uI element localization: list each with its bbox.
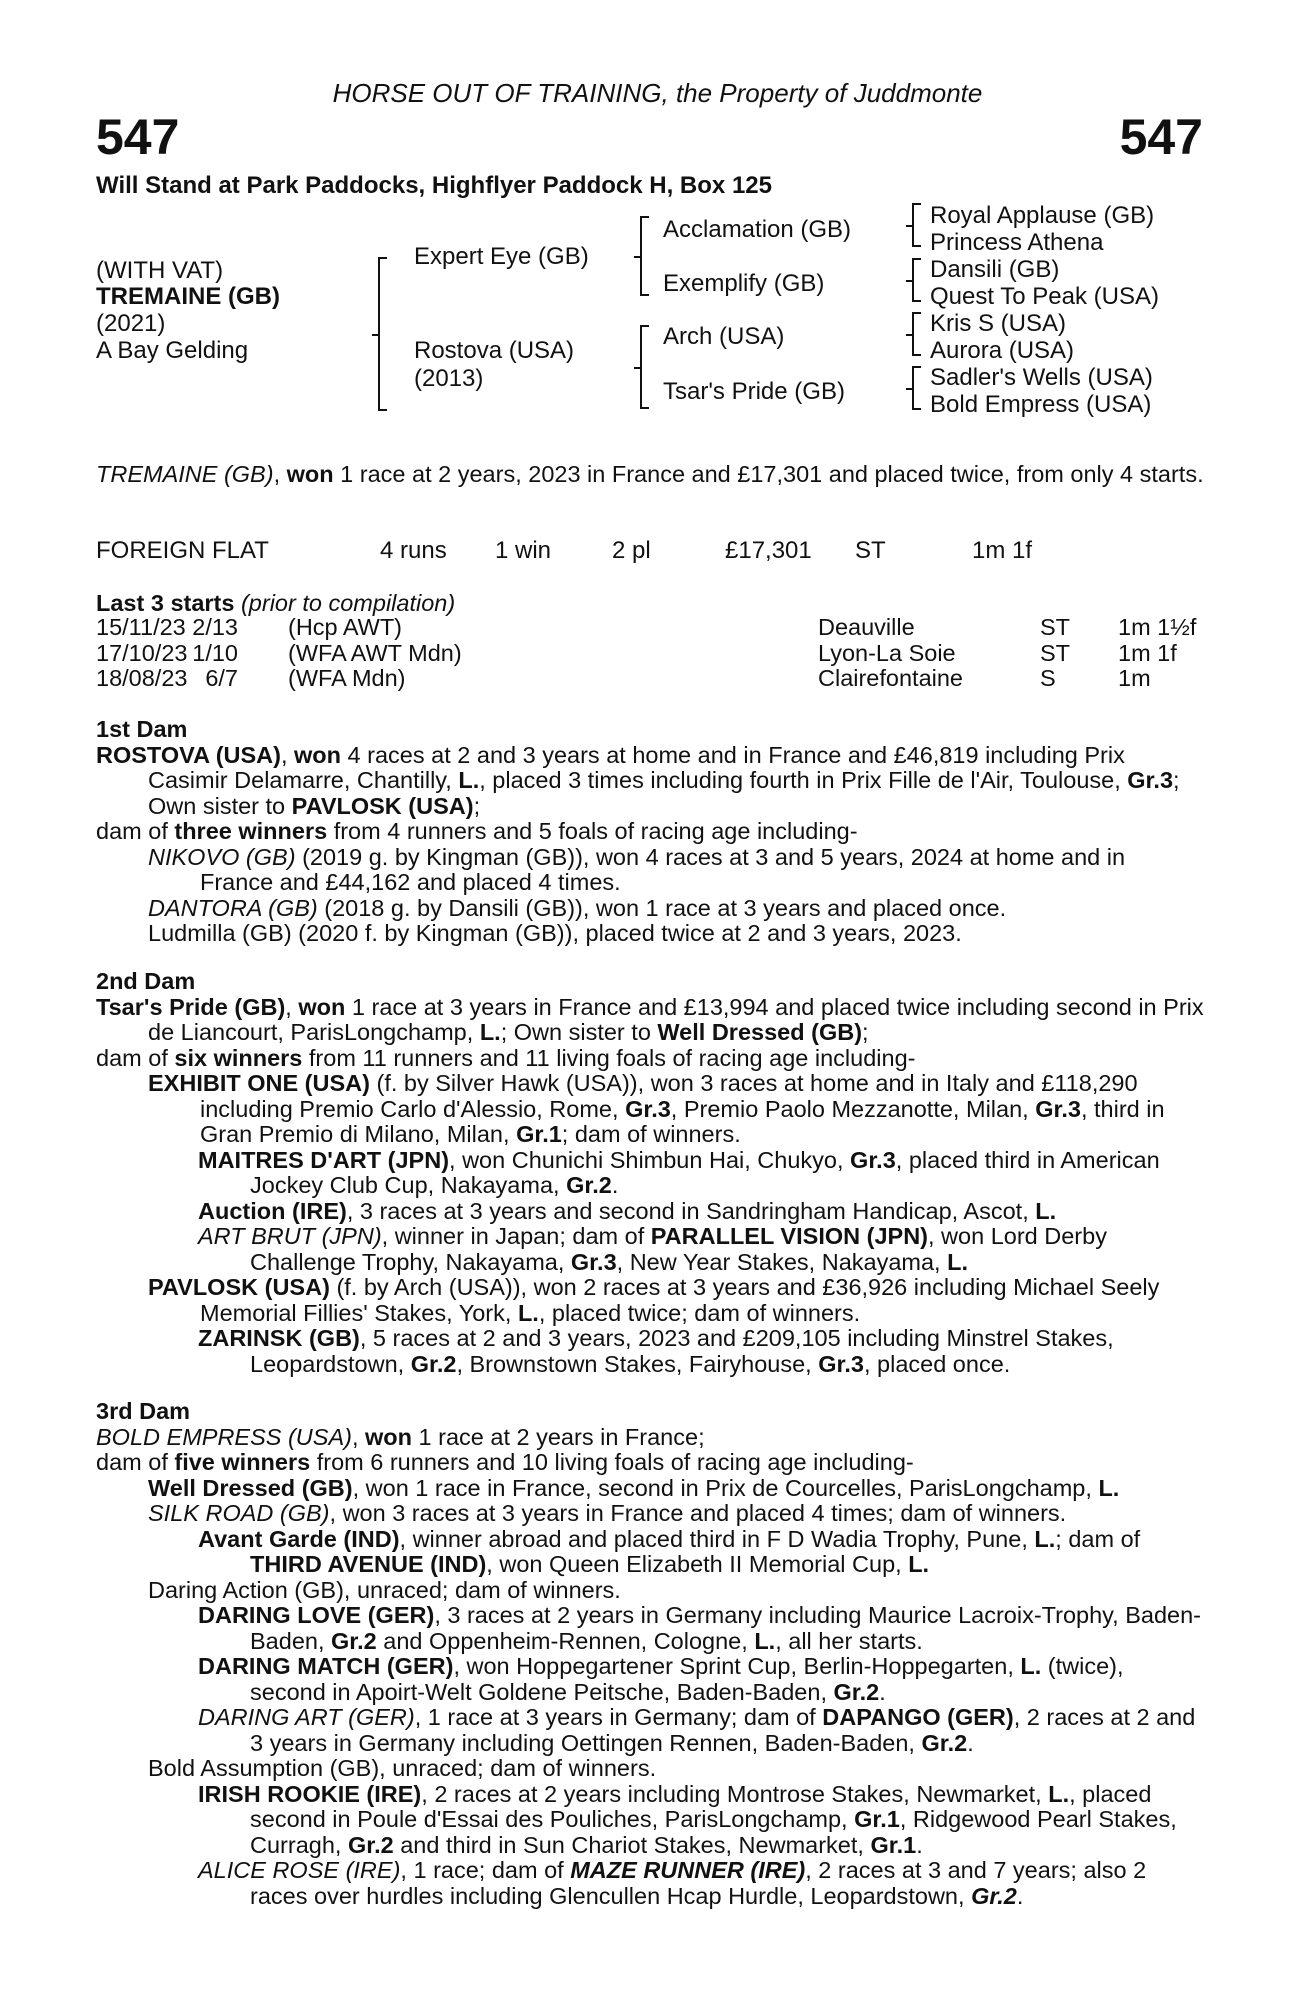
text: ; [862,1019,869,1045]
text: (2018 g. by Dansili (GB)), won 1 race at 3 years and placed once. [317,894,1007,921]
sire-sire: Acclamation (GB) [663,216,852,243]
progeny-name: Avant Garde (IND) [198,1525,400,1552]
sister-name: Well Dressed (GB) [657,1019,863,1045]
progeny-entry: Daring Action (GB), unraced; dam of winners. [148,1576,621,1603]
last-starts-note: (prior to compilation) [240,590,456,616]
progeny-name: DARING LOVE (GER) [198,1602,435,1628]
text: , won Hoppegartener Sprint Cup, Berlin-Hoppegarten, [453,1653,1021,1679]
text: , 2 races at 2 years including Montrose Stakes, Newmarket, [421,1780,1049,1807]
listed-label: L. [1048,1780,1070,1807]
progeny-name: EXHIBIT ONE (USA) [148,1070,370,1096]
start-going: ST [1040,639,1071,666]
lot-number-left: 547 [96,109,180,165]
progeny-name: ART BRUT (JPN) [198,1223,382,1249]
table-row: 15/11/23 2/13 (Hcp AWT) Deauville ST 1m 1½f [96,614,1197,640]
listed-label: L. [1035,1197,1057,1224]
text: , all her starts. [775,1627,923,1654]
dam-name: Tsar's Pride (GB) [96,993,286,1020]
group-label: Gr.1 [854,1806,900,1832]
text: from 4 runners and 5 foals of racing age including- [327,818,858,844]
dam-dam: Tsar's Pride (GB) [663,378,845,405]
last-starts-table [0,615,1315,692]
text: from 11 runners and 11 living foals of racing age including- [302,1044,916,1071]
text: . [879,1678,886,1705]
start-course: Deauville [818,614,915,640]
sire-dam: Exemplify (GB) [663,270,825,297]
pedigree-brace [912,366,921,410]
winners-count: six winners [174,1044,303,1071]
start-race: (WFA Mdn) [288,665,406,691]
summary-horse-name: TREMAINE (GB) [96,461,274,487]
lot-number-right: 547 [1119,109,1203,165]
text: , won 1 race in France, second in Prix de Courcelles, ParisLongchamp, [352,1474,1099,1501]
group-label: Gr.2 [971,1882,1017,1909]
text: , won Queen Elizabeth II Memorial Cup, [486,1551,909,1577]
text: , Brownstown Stakes, Fairyhouse, [456,1350,819,1377]
text: (twice), second in Apoirt-Welt Goldene Peitsche, Baden-Baden, [250,1653,1124,1705]
text: , placed 3 times including fourth in Prix Fille de l'Air, Toulouse, [479,767,1128,793]
summary-text: 1 race at 2 years, 2023 in France and £17,301 and placed twice, from only 4 starts. [333,461,1204,487]
text: , 2 races at 3 and 7 years; also 2 races over hurdles including Glencullen Hcap Hurdle, Leopardstown, [250,1857,1147,1909]
group-label: Gr.3 [1035,1095,1081,1122]
winners-count: three winners [174,818,328,844]
group-label: Gr.3 [850,1146,896,1173]
won-label: won [294,741,342,768]
record-places: 2 pl [612,537,651,564]
sister-name: PAVLOSK (USA) [291,792,474,819]
dam-year: (2013) [414,365,484,392]
dam: Rostova (USA) [414,337,575,364]
text: ; Own sister to [148,767,1180,819]
text: , placed twice; dam of winners. [538,1299,861,1326]
progeny-name: SILK ROAD (GB) [148,1500,330,1526]
record-going: ST [855,537,886,564]
listed-label: L. [1034,1525,1056,1552]
sire-dam-sire: Dansili (GB) [930,256,1060,283]
text: , Ridgewood Pearl Stakes, Curragh, [250,1806,1177,1858]
text: , placed third in American Jockey Club Cup, Nakayama, [250,1146,1160,1198]
record-distance: 1m 1f [972,537,1033,564]
listed-label: L. [754,1627,776,1654]
progeny-name: ALICE ROSE (IRE) [198,1857,401,1883]
text: 1 race at 2 years in France; [412,1423,705,1450]
foreign-flat-record [0,537,1315,567]
stand-location: Will Stand at Park Paddocks, Highflyer Paddock H, Box 125 [96,172,772,199]
text: ; Own sister to [500,1019,658,1045]
sire-dam-dam: Quest To Peak (USA) [930,283,1159,310]
won-label: won [286,461,334,487]
progeny-name: DARING ART (GER) [198,1704,415,1730]
group-label: Gr.1 [870,1831,917,1858]
progeny-name: PAVLOSK (USA) [148,1274,330,1300]
pedigree-brace [912,203,921,247]
text: , placed once. [863,1350,1011,1377]
text: , 1 race at 3 years in Germany; dam of [414,1704,823,1730]
sire-sire-sire: Royal Applause (GB) [930,202,1155,229]
pedigree-brace [640,325,649,409]
section-heading: 1st Dam [96,716,188,742]
text: 4 races at 2 and 3 years at home and in France and £46,819 including Prix Casimir Delamarre, Chantilly, [148,741,1125,793]
text: from 6 runners and 10 living foals of racing age including- [310,1449,914,1475]
text: dam of [96,818,175,844]
dam-sire-dam: Aurora (USA) [930,337,1075,364]
horse-description: A Bay Gelding [96,337,249,364]
second-dam-section: 2nd Dam Tsar's Pride (GB), won 1 race at 3 years in France and £13,994 and placed twice including second in Prix de Liancourt, ParisLongchamp, L.; Own sister to Well Dressed (GB); dam of six winners from 11 runners and 11 living foals of racing age including- EXHIBIT ONE (USA) (f. by Silver Hawk (USA)), won 3 races at home and in Italy and £118,290 including Premio Carlo d'Alessio, Rome, Gr.3, Premio Paolo Mezzanotte, Milan, Gr.3, third in Gran Premio di Milano, Milan, Gr.1; dam of winners. MAITRES D'ART (JPN), won Chunichi Shimbun Hai, Chukyo, Gr.3, placed third in American Jockey Club Cup, Nakayama, Gr.2. Auction (IRE), 3 races at 3 years and second in Sandringham Handicap, Ascot, L. ART BRUT (JPN), winner in Japan; dam of PARALLEL VISION (JPN), won Lord Derby Challenge Trophy, Nakayama, Gr.3, New Year Stakes, Nakayama, L. PAVLOSK (USA) (f. by Arch (USA)), won 2 races at 3 years and £36,926 including Michael Seely Memorial Fillies' Stakes, York, L., placed twice; dam of winners. ZARINSK (GB), 5 races at 2 and 3 years, 2023 and £209,105 including Minstrel Stakes, Leopardstown, Gr.2, Brownstown Stakes, Fairyhouse, Gr.3, placed once. [96,968,1204,1377]
listed-label: L. [908,1551,930,1577]
dam-dam-dam: Bold Empress (USA) [930,391,1152,418]
text: (f. by Silver Hawk (USA)), won 3 races at home and in Italy and £118,290 including Premio Carlo d'Alessio, Rome, [200,1070,1138,1122]
page-title: HORSE OUT OF TRAINING, the Property of Juddmonte [332,78,983,108]
won-label: won [298,993,346,1020]
progeny-name: Auction (IRE) [198,1197,347,1224]
listed-label: L. [947,1248,968,1275]
text: . [1016,1882,1024,1909]
progeny-name: MAZE RUNNER (IRE) [570,1857,806,1883]
text: , 3 races at 3 years and second in Sandringham Handicap, Ascot, [346,1197,1036,1224]
table-row: 17/10/23 1/10 (WFA AWT Mdn) Lyon-La Soie ST 1m 1f [96,639,1177,666]
start-course: Lyon-La Soie [818,639,956,666]
progeny-entry: Ludmilla (GB) (2020 f. by Kingman (GB)), placed twice at 2 and 3 years, 2023. [148,920,962,946]
listed-label: L. [458,767,480,793]
text: , winner abroad and placed third in F D Wadia Trophy, Pune, [399,1525,1035,1552]
text: , third in Gran Premio di Milano, Milan, [200,1095,1165,1147]
group-label: Gr.1 [516,1121,562,1147]
listed-label: L. [1098,1474,1120,1501]
last-starts-title: Last 3 starts [96,590,235,616]
won-label: won [365,1423,413,1450]
start-distance: 1m 1½f [1118,614,1197,640]
record-wins: 1 win [495,537,552,564]
text: , won Lord Derby Challenge Trophy, Nakayama, [250,1223,1107,1275]
start-course: Clairefontaine [818,665,964,691]
first-dam-section: 1st Dam ROSTOVA (USA), won 4 races at 2 and 3 years at home and in France and £46,819 including Prix Casimir Delamarre, Chantilly, L., placed 3 times including fourth in Prix Fille de l'Air, Toulouse, Gr.3; Own sister to PAVLOSK (USA); dam of three winners from 4 runners and 5 foals of racing age including- NIKOVO (GB) (2019 g. by Kingman (GB)), won 4 races at 3 and 5 years, 2024 at home and in France and £44,162 and placed 4 times. DANTORA (GB) (2018 g. by Dansili (GB)), won 1 race at 3 years and placed once. Ludmilla (GB) (2020 f. by Kingman (GB)), placed twice at 2 and 3 years, 2023. [96,717,1204,947]
text: , 3 races at 2 years in Germany including Maurice Lacroix-Trophy, Baden-Baden, [250,1602,1202,1654]
group-label: Gr.2 [331,1627,377,1654]
record-earnings: £17,301 [725,537,812,564]
group-label: Gr.3 [570,1248,617,1275]
record-runs: 4 runs [380,537,447,564]
progeny-entry: Bold Assumption (GB), unraced; dam of winners. [148,1755,657,1781]
progeny-name: DANTORA (GB) [148,894,318,921]
group-label: Gr.2 [833,1678,880,1705]
text: and Oppenheim-Rennen, Cologne, [376,1627,755,1654]
text: , placed second in Poule d'Essai des Pouliches, ParisLongchamp, [250,1780,1152,1832]
listed-label: L. [479,1019,501,1045]
start-distance: 1m [1118,665,1151,691]
pedigree-brace [378,257,387,411]
dam-sire: Arch (USA) [663,323,785,350]
listed-label: L. [1020,1653,1042,1679]
pedigree-brace [640,216,649,296]
text: , winner in Japan; dam of [381,1223,651,1249]
text: dam of [1068,1525,1141,1552]
listed-label: L. [517,1299,539,1326]
text: and third in Sun Chariot Stakes, Newmarket, [393,1831,871,1858]
group-label: Gr.3 [818,1350,864,1377]
text: , 5 races at 2 and 3 years, 2023 and £209,105 including Minstrel Stakes, Leopardstown, [250,1325,1114,1377]
sire: Expert Eye (GB) [414,243,589,270]
progeny-name: NIKOVO (GB) [148,843,296,870]
start-going: ST [1040,614,1071,640]
text: , 2 races at 2 and 3 years in Germany including Oettingen Rennen, Baden-Baden, [250,1704,1196,1756]
group-label: Gr.2 [921,1729,968,1756]
vat-note: (WITH VAT) [96,257,224,284]
progeny-name: DARING MATCH (GER) [198,1653,454,1679]
text: 1 race at 3 years in France and £13,994 and placed twice including second in Prix de Liancourt, ParisLongchamp, [148,993,1204,1045]
start-date: 17/10/23 [96,639,188,666]
text: , New Year Stakes, Nakayama, [616,1248,948,1275]
start-going: S [1040,665,1056,691]
dam-name: BOLD EMPRESS (USA) [96,1423,352,1450]
progeny-name: THIRD AVENUE (IND) [250,1551,487,1577]
group-label: Gr.2 [347,1831,394,1858]
start-race: (Hcp AWT) [288,614,403,640]
group-label: Gr.3 [625,1095,671,1122]
text: . [916,1831,923,1858]
table-row: 18/08/23 6/7 (WFA Mdn) Clairefontaine S 1m [96,665,1151,691]
text: ; [1055,1525,1062,1552]
record-label: FOREIGN FLAT [96,537,269,564]
text: , won Chunichi Shimbun Hai, Chukyo, [449,1146,851,1173]
text: (f. by Arch (USA)), won 2 races at 3 years and £36,926 including Michael Seely Memorial Fillies' Stakes, York, [200,1274,1160,1326]
race-summary: TREMAINE (GB), won 1 race at 2 years, 2023 in France and £17,301 and placed twice, from only 4 starts. [96,461,1204,487]
text: dam of [96,1044,175,1071]
text: dam of [96,1449,175,1475]
start-date: 15/11/23 [96,614,186,640]
progeny-name: PARALLEL VISION (JPN) [650,1223,928,1249]
start-distance: 1m 1f [1118,639,1177,666]
group-label: Gr.2 [410,1350,457,1377]
dam-sire-sire: Kris S (USA) [930,310,1067,337]
progeny-name: DAPANGO (GER) [822,1704,1014,1730]
text: ; [473,792,481,819]
progeny-name: ZARINSK (GB) [198,1325,360,1351]
third-dam-section: 3rd Dam BOLD EMPRESS (USA), won 1 race at 2 years in France; dam of five winners from 6 runners and 10 living foals of racing age including- Well Dressed (GB), won 1 race in France, second in Prix de Courcelles, ParisLongchamp, L. SILK ROAD (GB), won 3 races at 3 years in France and placed 4 times; dam of winners. Avant Garde (IND), winner abroad and placed third in F D Wadia Trophy, Pune, L.; dam of THIRD AVENUE (IND), won Queen Elizabeth II Memorial Cup, L. Daring Action (GB), unraced; dam of winners. DARING LOVE (GER), 3 races at 2 years in Germany including Maurice Lacroix-Trophy, Baden-Baden, Gr.2 and Oppenheim-Rennen, Cologne, L., all her starts. DARING MATCH (GER), won Hoppegartener Sprint Cup, Berlin-Hoppegarten, L. (twice), second in Apoirt-Welt Goldene Peitsche, Baden-Baden, Gr.2. DARING ART (GER), 1 race at 3 years in Germany; dam of DAPANGO (GER), 2 races at 2 and 3 years in Germany including Oettingen Rennen, Baden-Baden, Gr.2. Bold Assumption (GB), unraced; dam of winners. IRISH ROOKIE (IRE), 2 races at 2 years including Montrose Stakes, Newmarket, L., placed second in Poule d'Essai des Pouliches, ParisLongchamp, Gr.1, Ridgewood Pearl Stakes, Curragh, Gr.2 and third in Sun Chariot Stakes, Newmarket, Gr.1. ALICE ROSE (IRE), 1 race; dam of MAZE RUNNER (IRE), 2 races at 3 and 7 years; also 2 races over hurdles including Glencullen Hcap Hurdle, Leopardstown, Gr.2. [96,1399,1204,1909]
horse-name: TREMAINE (GB) [96,283,280,310]
start-race: (WFA AWT Mdn) [288,639,462,666]
text: , 1 race; dam of [400,1857,571,1883]
group-label: Gr.2 [566,1172,612,1198]
start-date: 18/08/23 [96,665,188,691]
last-starts-heading [96,590,455,617]
section-heading: 3rd Dam [96,1398,191,1424]
winners-count: five winners [174,1449,311,1475]
text: , Premio Paolo Mezzanotte, Milan, [670,1095,1036,1122]
dam-dam-sire: Sadler's Wells (USA) [930,364,1153,391]
horse-year: (2021) [96,310,166,337]
dam-name: ROSTOVA (USA) [96,741,281,768]
text: . [967,1729,974,1756]
text: ; dam of winners. [561,1121,741,1147]
progeny-name: MAITRES D'ART (JPN) [198,1146,450,1173]
text: (2019 g. by Kingman (GB)), won 4 races at 3 and 5 years, 2024 at home and in France and £44,162 and placed 4 times. [200,843,1126,895]
section-heading: 2nd Dam [96,968,196,994]
text: , won 3 races at 3 years in France and placed 4 times; dam of winners. [329,1500,1067,1526]
pedigree-brace [912,312,921,356]
sire-sire-dam: Princess Athena [930,229,1104,256]
text: . [611,1172,619,1198]
group-label: Gr.3 [1127,767,1174,793]
pedigree-brace [912,258,921,302]
progeny-name: IRISH ROOKIE (IRE) [198,1780,422,1807]
progeny-name: Well Dressed (GB) [148,1474,353,1501]
